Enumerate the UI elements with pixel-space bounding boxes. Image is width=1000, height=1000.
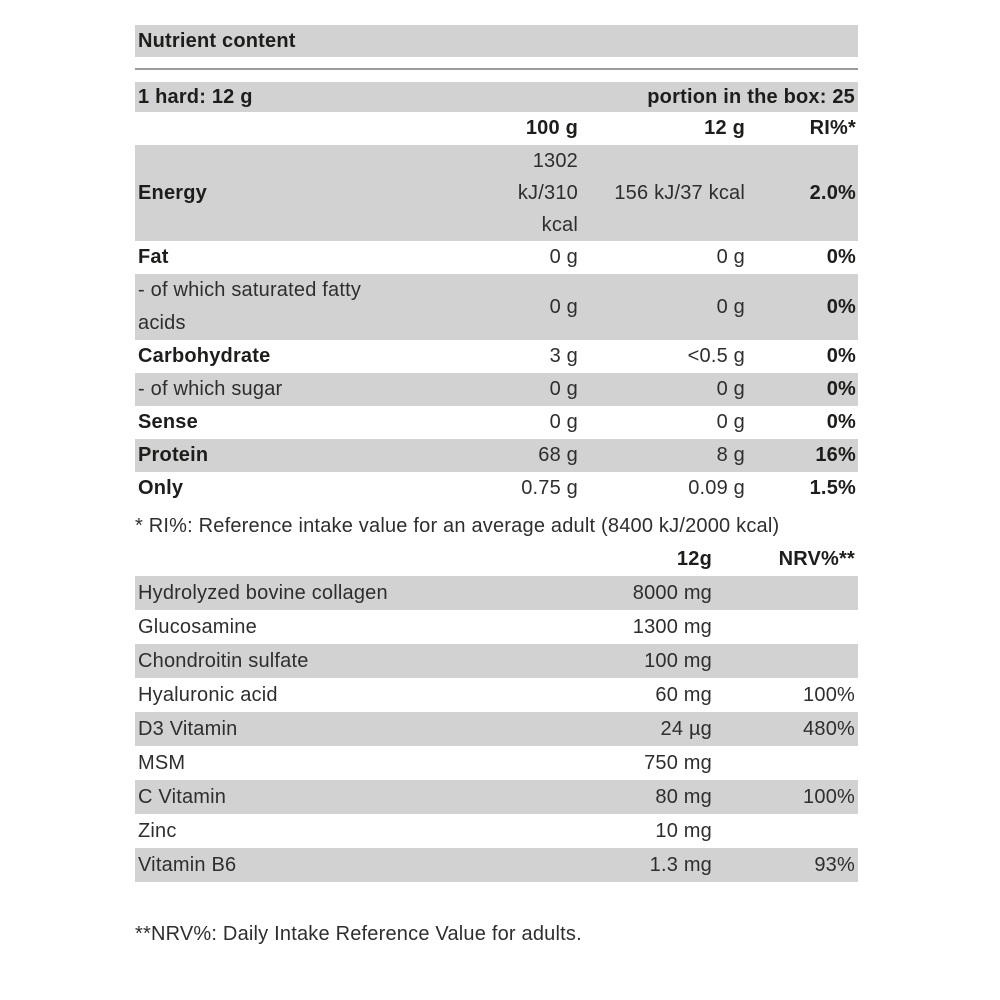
active-label: Zinc (138, 819, 177, 842)
section-title: Nutrient content (138, 29, 296, 52)
active-label: Hydrolyzed bovine collagen (138, 581, 388, 604)
table-row (135, 340, 858, 373)
value-per-12g: 0 g (716, 411, 745, 433)
table-row (135, 814, 858, 848)
col-header-nrv: NRV%** (778, 548, 855, 570)
ri-footnote: * RI%: Reference intake value for an average adult (8400 kJ/2000 kcal) (135, 515, 780, 537)
table-row (135, 373, 858, 406)
table-row (135, 848, 858, 882)
active-amount: 750 mg (644, 751, 712, 774)
active-label: Vitamin B6 (138, 853, 237, 876)
serving-size-label: 1 hard: 12 g (138, 85, 253, 108)
value-per-12g: 0.09 g (688, 477, 745, 499)
nutrient-label: Fat (138, 246, 169, 268)
serving-info-bar (135, 82, 858, 112)
ri-percent: 0% (826, 411, 856, 433)
nutrient-label: Only (138, 477, 184, 499)
nutrient-label: Protein (138, 444, 209, 466)
value-per-12g: 156 kJ/37 kcal (614, 182, 745, 204)
value-per-100g: 0 g (549, 295, 578, 318)
active-amount: 1.3 mg (649, 853, 712, 876)
value-per-12g: 0 g (716, 246, 745, 268)
actives-table-header (135, 543, 858, 576)
value-per-100g: 0.75 g (521, 477, 578, 499)
table-row (135, 145, 858, 241)
value-per-100g: 1302 kJ/310 kcal (517, 150, 578, 236)
ri-percent: 2.0% (809, 182, 856, 204)
col-header-ri: RI%* (809, 117, 856, 139)
col-header-12g: 12 g (704, 117, 745, 139)
nrv-percent: 100% (803, 683, 855, 706)
nutrient-content-sheet (135, 0, 858, 951)
active-amount: 100 mg (644, 649, 712, 672)
ri-percent: 0% (826, 295, 856, 318)
actives-table (135, 576, 858, 882)
value-per-12g: 0 g (716, 295, 745, 318)
nutrient-label: - of which saturated fatty acids (138, 279, 362, 334)
nrv-percent: 100% (803, 785, 855, 808)
value-per-12g: 0 g (716, 378, 745, 400)
value-per-100g: 0 g (549, 411, 578, 433)
active-amount: 24 µg (660, 717, 712, 740)
table-row (135, 746, 858, 780)
value-per-100g: 0 g (549, 378, 578, 400)
value-per-12g: 8 g (716, 444, 745, 466)
table-row (135, 610, 858, 644)
active-amount: 1300 mg (632, 615, 712, 638)
ri-percent: 1.5% (809, 477, 856, 499)
nrv-percent: 480% (803, 717, 855, 740)
table-row (135, 472, 858, 505)
table-row (135, 712, 858, 746)
ri-percent: 0% (826, 378, 856, 400)
active-amount: 8000 mg (632, 581, 712, 604)
active-amount: 80 mg (655, 785, 712, 808)
table-row (135, 678, 858, 712)
table-row (135, 406, 858, 439)
ri-percent: 16% (815, 444, 856, 466)
active-label: MSM (138, 751, 186, 774)
active-label: D3 Vitamin (138, 717, 238, 740)
col-header-100g: 100 g (525, 117, 578, 139)
value-per-12g: <0.5 g (687, 345, 745, 367)
portions-in-box-label: portion in the box: 25 (647, 85, 855, 108)
nrv-footnote: **NRV%: Daily Intake Reference Value for adults. (135, 923, 582, 945)
active-amount: 60 mg (655, 683, 712, 706)
section-title-bar (135, 25, 858, 57)
ri-percent: 0% (826, 345, 856, 367)
value-per-100g: 0 g (549, 246, 578, 268)
active-label: C Vitamin (138, 785, 227, 808)
table-row (135, 644, 858, 678)
value-per-100g: 3 g (549, 345, 578, 367)
active-label: Hyaluronic acid (138, 683, 278, 706)
nrv-percent: 93% (814, 853, 855, 876)
nutrient-label: - of which sugar (138, 378, 283, 400)
nutrition-table (135, 145, 858, 505)
active-amount: 10 mg (655, 819, 712, 842)
table-row (135, 439, 858, 472)
table-row (135, 241, 858, 274)
table-row (135, 274, 858, 340)
nutrient-label: Sense (138, 411, 198, 433)
value-per-100g: 68 g (538, 444, 578, 466)
col-header-amount-12g: 12g (676, 548, 712, 570)
nutrition-table-header (135, 112, 858, 145)
active-label: Chondroitin sulfate (138, 649, 309, 672)
divider-line (135, 68, 858, 70)
nutrient-label: Carbohydrate (138, 345, 271, 367)
nutrient-label: Energy (138, 182, 208, 204)
table-row (135, 780, 858, 814)
table-row (135, 576, 858, 610)
ri-percent: 0% (826, 246, 856, 268)
active-label: Glucosamine (138, 615, 257, 638)
